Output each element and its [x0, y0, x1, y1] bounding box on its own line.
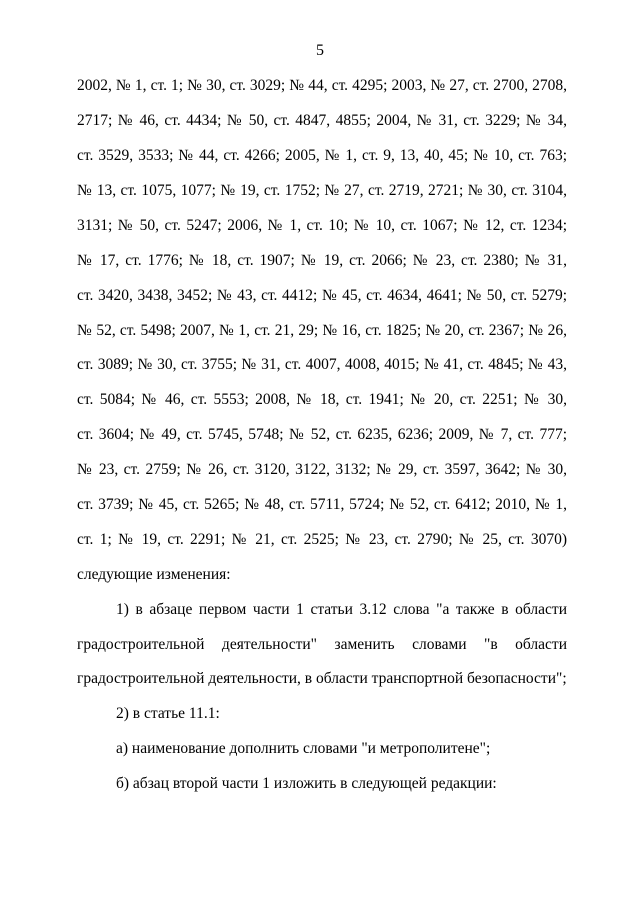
text-line: № 23, ст. 2759; № 26, ст. 3120, 3122, 3132; № 29, ст. 3597, 3642; № 30, [77, 461, 567, 478]
text-line: № 52, ст. 5498; 2007, № 1, ст. 21, 29; № 16, ст. 1825; № 20, ст. 2367; № 26, [77, 322, 567, 339]
text-line: ст. 3739; № 45, ст. 5265; № 48, ст. 5711, 5724; № 52, ст. 6412; 2010, № 1, [77, 496, 567, 513]
text-line: ст. 5084; № 46, ст. 5553; 2008, № 18, ст. 1941; № 20, ст. 2251; № 30, [77, 391, 567, 408]
text-line: ст. 1; № 19, ст. 2291; № 21, ст. 2525; № 23, ст. 2790; № 25, ст. 3070) [77, 531, 567, 548]
text-line: ст. 3529, 3533; № 44, ст. 4266; 2005, № 1, ст. 9, 13, 40, 45; № 10, ст. 763; [77, 147, 567, 164]
text-line: 2717; № 46, ст. 4434; № 50, ст. 4847, 4855; 2004, № 31, ст. 3229; № 34, [77, 112, 567, 129]
paragraph-line: градостроительной деятельности" заменить словами "в области [77, 636, 567, 653]
text-line: № 17, ст. 1776; № 18, ст. 1907; № 19, ст. 2066; № 23, ст. 2380; № 31, [77, 252, 567, 269]
text-line: следующие изменения: [77, 566, 231, 583]
text-line: 2002, № 1, ст. 1; № 30, ст. 3029; № 44, ст. 4295; 2003, № 27, ст. 2700, 2708, [77, 77, 567, 94]
paragraph-line: б) абзац второй части 1 изложить в следующей редакции: [116, 775, 497, 792]
text-line: ст. 3604; № 49, ст. 5745, 5748; № 52, ст. 6235, 6236; 2009, № 7, ст. 777; [77, 426, 567, 443]
paragraph-line: 1) в абзаце первом части 1 статьи 3.12 слова "а также в области [116, 601, 567, 618]
paragraph-line: градостроительной деятельности, в области транспортной безопасности"; [77, 670, 567, 687]
paragraph-line: 2) в статье 11.1: [116, 705, 220, 722]
text-line: ст. 3089; № 30, ст. 3755; № 31, ст. 4007, 4008, 4015; № 41, ст. 4845; № 43, [77, 356, 567, 373]
text-line: № 13, ст. 1075, 1077; № 19, ст. 1752; № 27, ст. 2719, 2721; № 30, ст. 3104, [77, 182, 567, 199]
text-line: 3131; № 50, ст. 5247; 2006, № 1, ст. 10; № 10, ст. 1067; № 12, ст. 1234; [77, 217, 567, 234]
text-line: ст. 3420, 3438, 3452; № 43, ст. 4412; № 45, ст. 4634, 4641; № 50, ст. 5279; [77, 287, 567, 304]
paragraph-line: а) наименование дополнить словами "и метрополитене"; [116, 740, 491, 757]
page-number: 5 [316, 42, 324, 59]
